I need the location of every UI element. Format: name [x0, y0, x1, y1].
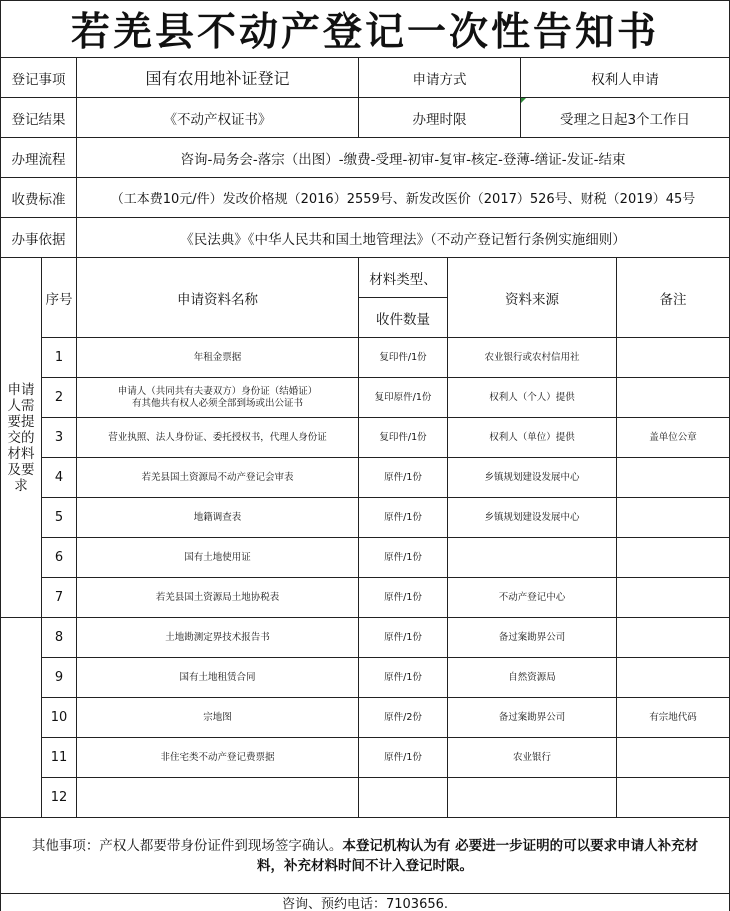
row-note — [617, 498, 729, 537]
col-source-header: 资料来源 — [505, 291, 559, 308]
row-source: 权利人（单位）提供 — [489, 431, 575, 443]
row-note — [617, 778, 729, 817]
item-label: 登记事项 — [11, 71, 66, 88]
row-number: 10 — [50, 710, 68, 725]
row-material-type: 复印件/1份 — [379, 351, 427, 363]
basis-label: 办事依据 — [11, 231, 66, 248]
materials-side-label: 申请人需要提交的材料及要求 — [7, 381, 35, 494]
row-source: 农业银行或农村信用社 — [484, 351, 580, 363]
deadline-value: 受理之日起3个工作日 — [559, 111, 691, 128]
page-title: 若羌县不动产登记一次性告知书 — [70, 9, 659, 55]
row-number: 5 — [54, 510, 64, 525]
row-note — [617, 458, 729, 497]
result-value: 《不动产权证书》 — [163, 111, 272, 128]
row-material-type: 原件/1份 — [384, 471, 422, 483]
row-number: 4 — [54, 470, 64, 485]
col-type-header-1: 材料类型、 — [369, 271, 437, 288]
row-material-name — [77, 778, 358, 817]
row-source: 备过案勘界公司 — [498, 711, 566, 723]
notes-normal-text: 其他事项：产权人都要带身份证件到现场签字确认。 — [31, 837, 343, 854]
row-source: 不动产登记中心 — [498, 591, 566, 603]
row-source: 自然资源局 — [508, 671, 556, 683]
row-number: 3 — [54, 430, 64, 445]
row-note — [617, 538, 729, 577]
row-note — [617, 338, 729, 377]
fee-label: 收费标准 — [11, 191, 66, 208]
row-material-type: 原件/1份 — [384, 511, 422, 523]
row-material-type: 原件/1份 — [384, 591, 422, 603]
method-label: 申请方式 — [412, 71, 467, 88]
row-number: 1 — [54, 350, 64, 365]
row-number: 2 — [54, 390, 64, 405]
row-material-name: 申请人（共同共有夫妻双方）身份证（结婚证） 有其他共有权人必须全部到场或出公证书 — [117, 385, 318, 409]
row-material-name: 国有土地租赁合同 — [179, 671, 256, 683]
row-material-name: 国有土地使用证 — [184, 551, 251, 563]
row-source: 乡镇规划建设发展中心 — [484, 511, 580, 523]
row-material-type: 原件/1份 — [384, 751, 422, 763]
col-type-header-2: 收件数量 — [376, 311, 430, 328]
row-note — [617, 738, 729, 777]
row-material-type: 复印件/1份 — [379, 431, 427, 443]
row-material-name: 若羌县国土资源局不动产登记会审表 — [141, 471, 294, 483]
process-value: 咨询-局务会-落宗（出图）-缴费-受理-初审-复审-核定-登薄-缮证-发证-结束 — [180, 151, 626, 168]
col-name-header: 申请资料名称 — [177, 291, 258, 308]
notes-bold-text: 本登记机构认为有 必要进一步证明的可以要求申请人补充材料，补充材料时间不计入登记时限。 — [257, 837, 699, 874]
row-material-type — [359, 778, 447, 817]
row-material-name: 土地勘测定界技术报告书 — [165, 631, 270, 643]
row-material-name: 非住宅类不动产登记费票据 — [160, 751, 275, 763]
basis-value: 《民法典》《中华人民共和国土地管理法》（不动产登记暂行条例实施细则） — [180, 231, 626, 248]
row-material-type: 原件/2份 — [384, 711, 422, 723]
row-material-name: 若羌县国土资源局土地协税表 — [155, 591, 280, 603]
deadline-label: 办理时限 — [412, 111, 467, 128]
row-number: 12 — [50, 790, 68, 805]
row-note — [617, 658, 729, 697]
row-note: 盖单位公章 — [649, 431, 697, 443]
method-value: 权利人申请 — [591, 71, 659, 88]
row-material-type: 原件/1份 — [384, 551, 422, 563]
row-material-name: 营业执照、法人身份证、委托授权书，代理人身份证 — [108, 431, 327, 443]
cell-comment-marker — [521, 98, 526, 103]
row-material-name: 地籍调查表 — [193, 511, 242, 523]
row-number: 9 — [54, 670, 64, 685]
row-note — [617, 378, 729, 417]
row-note: 有宗地代码 — [649, 711, 697, 723]
row-source: 权利人（个人）提供 — [489, 391, 575, 403]
item-value: 国有农用地补证登记 — [145, 69, 290, 88]
row-material-type: 原件/1份 — [384, 631, 422, 643]
row-number: 7 — [54, 590, 64, 605]
result-label: 登记结果 — [11, 111, 66, 128]
row-number: 11 — [50, 750, 68, 765]
row-source — [448, 538, 616, 577]
row-material-name: 年租金票据 — [193, 351, 242, 363]
col-no-header: 序号 — [45, 291, 73, 308]
row-source: 农业银行 — [512, 751, 551, 763]
row-note — [617, 578, 729, 617]
row-note — [617, 618, 729, 657]
row-number: 8 — [54, 630, 64, 645]
fee-value: （工本费10元/件）发改价格规（2016）2559号、新发改医价（2017）526号、财税（2019）45号 — [110, 192, 696, 207]
row-material-type: 原件/1份 — [384, 671, 422, 683]
row-source: 乡镇规划建设发展中心 — [484, 471, 580, 483]
contact-phone: 咨询、预约电话：7103656. — [281, 897, 449, 911]
row-number: 6 — [54, 550, 64, 565]
row-material-type: 复印原件/1份 — [374, 391, 432, 403]
other-notes — [1, 818, 729, 893]
row-source: 备过案勘界公司 — [498, 631, 566, 643]
row-material-name: 宗地图 — [203, 711, 232, 723]
row-source — [448, 778, 616, 817]
process-label: 办理流程 — [11, 151, 66, 168]
col-note-header: 备注 — [659, 291, 687, 308]
